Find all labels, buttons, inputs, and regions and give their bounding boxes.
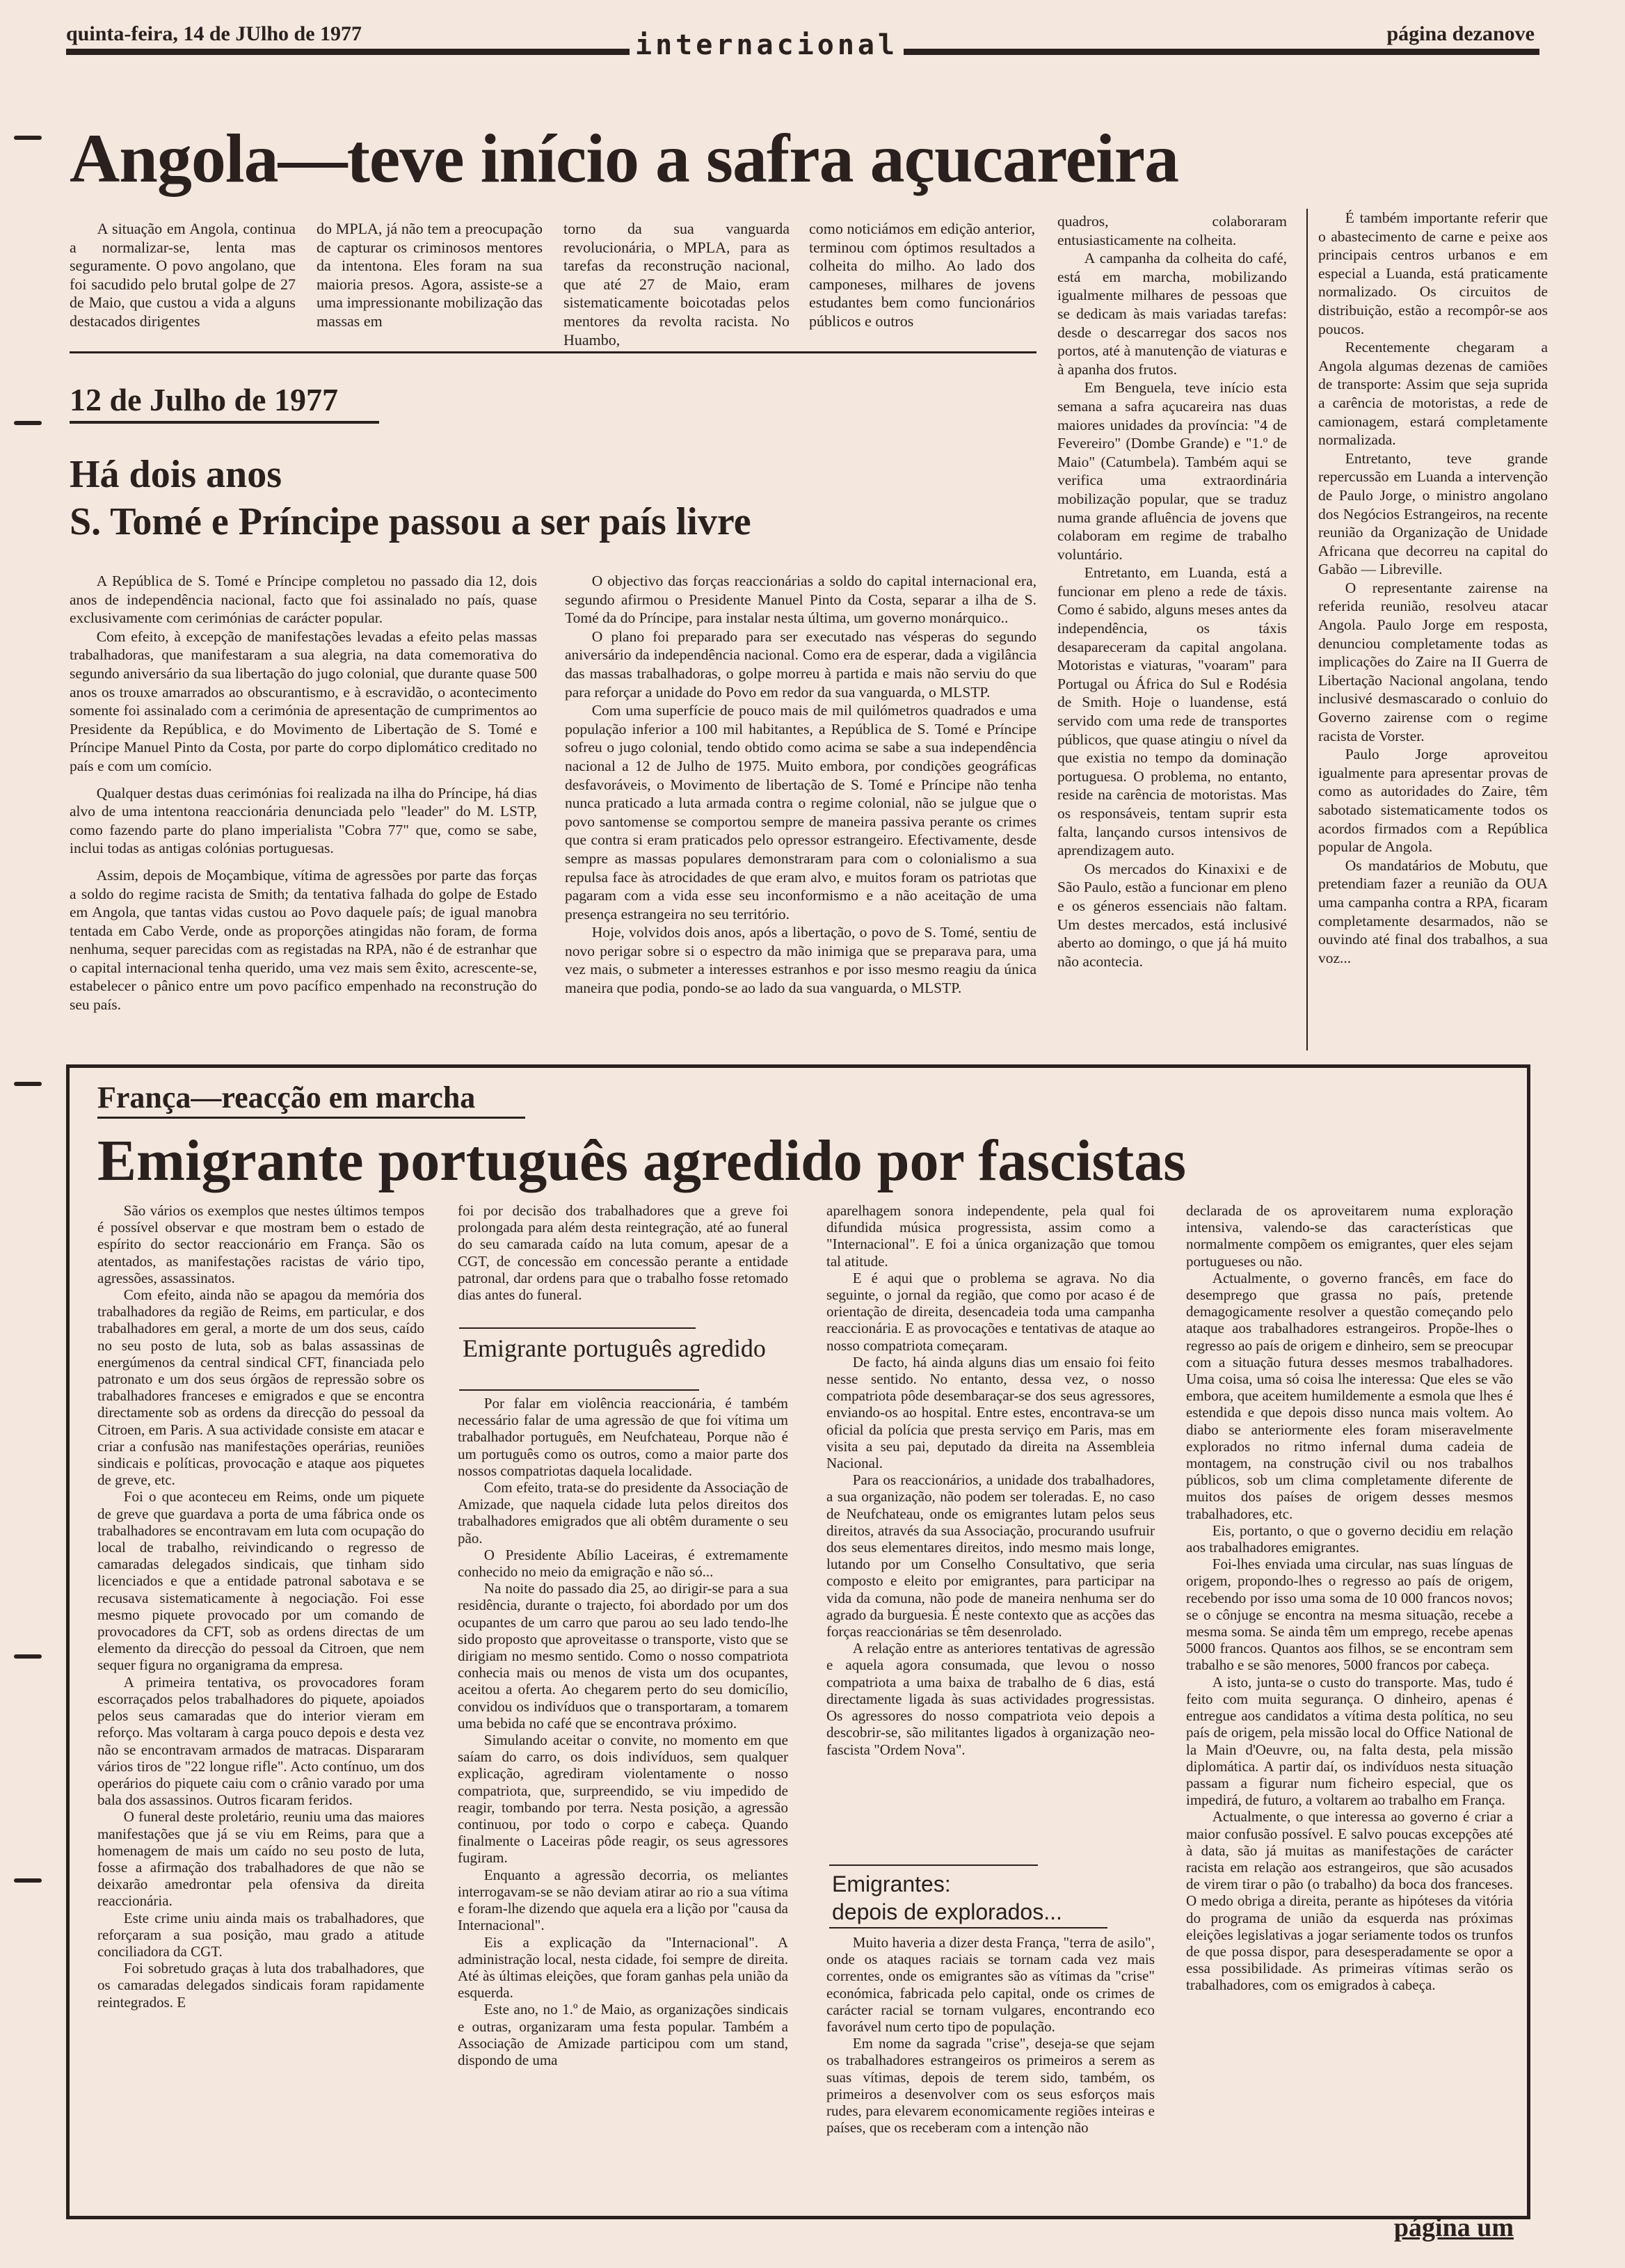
column-rule (1306, 209, 1308, 1051)
franca-col-1 (97, 1202, 424, 2011)
paragraph: Em nome da sagrada "crise", deseja-se que sejam os trabalhadores estrangeiros os primeiros a serem as suas vítimas, depois de terem sido, também, os primeiros a desenvolver com os seus esforços mais rudes, para elevarem economicamente regiões inteiras e países, que os receberam com a intenção não (826, 2035, 1155, 2137)
footer-page-label: página um (1393, 2213, 1514, 2242)
section-title: internacional (630, 29, 904, 61)
franca-col-3 (826, 1934, 1155, 2136)
paragraph: O plano foi preparado para ser executado nas vésperas do segundo aniversário da independência nacional. Como era de esperar, dada a vigilância das massas trabalhadoras, o golpe morreu à partida e mais não serviu do que para reforçar a unidade do Povo em redor da sua vanguarda, o MLSTP. (565, 628, 1036, 701)
paragraph: O representante zairense na referida reunião, resolveu atacar Angola. Paulo Jorge em resposta, denunciou completamente todas as implicações do Zaire na II Guerra de Libertação Nacional angolana, tendo inclusivé desmascarado o conluio do Governo zairense com o regime racista de Vorster. (1318, 579, 1548, 744)
paragraph: Recentemente chegaram a Angola algumas dezenas de camiões de transporte: Assim que seja suprida a carência de motoristas, a rede de camionagem, estará completamente normalizada. (1318, 339, 1548, 449)
paragraph: Enquanto a agressão decorria, os meliantes interrogavam-se se não deviam atirar ao rio a sua vítima e foram-lhe dizendo que aquela era a lição por "causa da Internacional". (458, 1866, 788, 1934)
paragraph: Os mandatários de Mobutu, que pretendiam fazer a reunião da OUA uma campanha contra a RPA, ficaram completamente desarmados, não se ouvindo até final dos trabalhos, a sua voz... (1318, 856, 1548, 966)
paragraph: como noticiámos em edição anterior, terminou com óptimos resultados a colheita do milho. Ao lado dos camponeses, milhares de jovens estudantes bem como funcionários públicos e outros (809, 220, 1035, 330)
subhead-rule (459, 1389, 699, 1391)
paragraph: Por falar em violência reaccionária, é também necessário falar de uma agressão de que foi vítima um trabalhador português, em Neufchateau, Porque não é um português como os outros, como a maior parte dos nossos compatriotas daquela localidade. (458, 1395, 788, 1479)
stome-headline-line-2: S. Tomé e Príncipe passou a ser país livre (70, 500, 751, 543)
kicker-underline (97, 1117, 525, 1119)
franca-headline: Emigrante português agredido por fascistas (97, 1128, 1186, 1193)
paragraph: E é aqui que o problema se agrava. No dia seguinte, o jornal da região, que como por acaso é de orientação de direita, desencadeia toda uma campanha reaccionária. E as provocações e tentativas de ataque ao nosso compatriota começaram. (826, 1269, 1155, 1354)
paragraph: De facto, há ainda alguns dias um ensaio foi feito nesse sentido. No entanto, dessa vez, o nosso compatriota pôde desembaraçar-se dos seus agressores, enviando-os ao hospital. Entre estes, encontrava-se um oficial da polícia que presta serviço em Paris, mas em visita a seu pai, deputado da direita na Assembleia Nacional. (826, 1353, 1155, 1472)
angola-col-2 (317, 220, 543, 331)
franca-kicker: França—reacção em marcha (97, 1080, 476, 1115)
paragraph: Actualmente, o que interessa ao governo é criar a maior confusão possível. E salvo poucas excepções até à data, são já muitas as manifestações de carácter racista em relação aos estrangeiros, que são acusados de virem tirar o pão (o trabalho) da boca dos franceses. O medo obriga a direita, perante as hipóteses da vitória do programa de união da esquerda nas próximas eleições legislativas a jogar seriamente todos os trunfos de que possa dispor, para desesperadamente se opor a essa possibilidade. As primeiras vítimas serão os trabalhadores, com os emigrados à cabeça. (1186, 1808, 1513, 1994)
paragraph: A isto, junta-se o custo do transporte. Mas, tudo é feito com muita segurança. O dinheiro, apenas é entregue aos candidatos a vítima desta política, no seu país de origem, pela missão local do Office National de la Main d'Oeuvre, ou, na falta desta, pela missão diplomática. A partir daí, os indivíduos nesta situação passam a figurar num ficheiro especial, que os impedirá, de futuro, a voltarem ao trabalho em França. (1186, 1673, 1513, 1809)
paragraph: Foi o que aconteceu em Reims, onde um piquete de greve que guardava a porta de uma fábrica onde os trabalhadores se encontravam em luta com ocupação do local de trabalho, reivindicando o regresso de camaradas delegados sindicais, que tinham sido licenciados e que a entidade patronal sabotava e se recusava sistematicamente à negociação. Foi esse mesmo piquete provocado por um comando de provocadores da CFT, sob as ordens directas de um elemento da direcção do pessoal da Citroen, que nem sequer figura no organigrama da empresa. (97, 1488, 424, 1674)
paragraph: A República de S. Tomé e Príncipe completou no passado dia 12, dois anos de independência nacional, facto que foi assinalado no país, quase exclusivamente com cerimónias de carácter popular. (70, 573, 537, 627)
subhead-line: Emigrantes: (832, 1871, 951, 1896)
paragraph: A campanha da colheita do café, está em marcha, mobilizando igualmente milhares de pessoas que se dedicam às mais variadas tarefas: desde o descarregar dos sacos nos portos, até à manutenção de viaturas e à apanha dos frutos. (1057, 250, 1287, 378)
paragraph: A primeira tentativa, os provocadores foram escorraçados pelos trabalhadores do piquete, apoiados pelos seus camaradas que do interior vieram em reforço. Mas voltaram à carga pouco depois e desta vez não se encontravam armados de matracas. Dispararam vários tiros de "22 longue rifle". Acto contínuo, um dos operários do piquete caiu com o crânio varado por uma bala dos assassinos. Outros ficaram feridos. (97, 1673, 424, 1809)
paragraph: Eis a explicação da "Internacional". A administração local, nesta cidade, foi sempre de direita. Até às últimas eleições, que foram ganhas pela união da esquerda. (458, 1933, 788, 2002)
paragraph: Foi-lhes enviada uma circular, nas suas línguas de origem, propondo-lhes o regresso ao país de origem, recebendo por isso uma soma de 10 000 francos novos; se o cônjuge se encontra na mesma situação, recebe a mesma soma. Se ainda têm um emprego, recebe apenas 5000 francos. Quantos aos filhos, se se encontram sem trabalho e se são menores, 5000 francos por cabeça. (1186, 1556, 1513, 1674)
franca-col-3-top (826, 1202, 1155, 1758)
page-number: página dezanove (1386, 22, 1535, 45)
paragraph: declarada de os aproveitarem numa exploração intensiva, valendo-se das características que normalmente compõem os emigrantes, quer eles sejam portugueses ou não. (1186, 1202, 1513, 1270)
stome-headline-line-1: Há dois anos (70, 453, 282, 496)
subhead-rule (829, 1864, 1038, 1866)
subhead-rule (459, 1327, 696, 1329)
paragraph: Qualquer destas duas cerimónias foi realizada na ilha do Príncipe, há dias alvo de uma intentona reaccionária denunciada pelo "leader" do M. LSTP, como fazendo parte do plano imperialista "Cobra 77" que, como se sabe, inclui todas as antigas colónias portuguesas. (70, 784, 537, 857)
paragraph: Entretanto, teve grande repercussão em Luanda a intervenção de Paulo Jorge, o ministro angolano dos Negócios Estrangeiros, na recente reunião da Organização de Unidade Africana que decorreu na capital do Gabão — Libreville. (1318, 449, 1548, 578)
subhead-line: depois de explorados... (832, 1899, 1062, 1924)
stome-dateline: 12 de Julho de 1977 (70, 382, 338, 417)
paragraph: torno da sua vanguarda revolucionária, o MPLA, para as tarefas da reconstrução nacional, que até 27 de Maio, eram sistematicamente boicotadas pelos mentores da revolta racista. No Huambo, (563, 220, 790, 349)
paragraph: Com efeito, à excepção de manifestações levadas a efeito pelas massas trabalhadoras, que manifestaram a sua alegria, na data comemorativa do segundo aniversário da sua libertação do jugo colonial, que durante quase 500 anos os trouxe amarrados ao obscurantismo, e à escravidão, o acontecimento somente foi assinalado com a cerimónia de apresentação de cumprimentos ao Presidente da República, e do Movimento de Libertação de S. Tomé e Príncipe Manuel Pinto da Costa, por parte do corpo diplomático creditado no país e com um comício. (70, 628, 537, 774)
paragraph: Muito haveria a dizer desta França, "terra de asilo", onde os ataques raciais se tornam cada vez mais correntes, onde os emigrantes são as vítimas da "crise" económica, fabricada pelo capital, onde os crimes de carácter racial se tornam vulgares, encontrando eco favorável num certo tipo de população. (826, 1934, 1155, 2036)
paragraph: Eis, portanto, o que o governo decidiu em relação aos trabalhadores emigrantes. (1186, 1522, 1513, 1556)
subhead-explorados (832, 1870, 1062, 1926)
paragraph: Foi sobretudo graças à luta dos trabalhadores, que os camaradas delegados sindicais foram rapidamente reintegrados. E (97, 1960, 424, 2011)
angola-col-3 (563, 220, 790, 349)
paragraph: Entretanto, em Luanda, está a funcionar em pleno a rede de táxis. Como é sabido, alguns meses antes da independência, os táxis desapareceram da capital angolana. Motoristas e viaturas, "voaram" para Portugal ou África do Sul e Rodésia de Smith. Hoje o luandense, está servido com uma rede de transportes públicos, que quase atingiu o nível da que existia no tempo da dominação portuguesa. O problema, no entanto, reside na carência de motoristas. Mas os responsáveis, tentam suprir esta falta, lançando cursos intensivos de aprendizagem auto. (1057, 564, 1287, 859)
paragraph: Com uma superfície de pouco mais de mil quilómetros quadrados e uma população inferior a 100 mil habitantes, a República de S. Tomé e Príncipe sofreu o jugo colonial, tendo obtido como acima se sabe a sua independência nacional a 12 de Julho de 1975. Muito embora, por condições geográficas desfavoráveis, o Movimento de libertação de S. Tomé e Príncipe não tenha nunca praticado a luta armada contra o regime colonial, não se julgue que o povo santomense se comportou sempre de maneira passiva perante os crimes que contra si eram praticados pelo opressor estrangeiro. Efectivamente, desde sempre as massas populares demonstraram para com o colonialismo a sua repulsa face às atrocidades de que eram alvo, e muitos foram os patriotas que pagaram com a vida esse seu inconformismo e a não aceitação de uma presença estrangeira no seu território. (565, 702, 1036, 923)
paragraph: do MPLA, já não tem a preocupação de capturar os criminosos mentores da intentona. Eles foram na sua maioria presos. Agora, assiste-se a uma impressionante mobilização das massas em (317, 220, 543, 330)
binder-mark (14, 1082, 42, 1086)
divider-rule (70, 351, 1036, 353)
paragraph: Simulando aceitar o convite, no momento em que saíam do carro, os dois indivíduos, sem qualquer explicação, agrediram violentamente o nosso compatriota, que, surpreendido, se viu impedido de reagir, tombando por terra. Nesta posição, a agressão continuou, por todo o corpo e cabeça. Quando finalmente o Laceiras pôde reagir, os seus agressores fugiram. (458, 1732, 788, 1867)
paragraph: foi por decisão dos trabalhadores que a greve foi prolongada para além desta reintegração, até ao funeral do seu camarada caído na luta comum, apesar de a CGT, de concessão em concessão perante a entidade patronal, dar ordens para que o trabalho fosse retomado dias antes do funeral. (458, 1202, 788, 1304)
angola-col-4 (809, 220, 1035, 331)
paragraph: É também importante referir que o abastecimento de carne e peixe aos principais centros urbanos e em especial a Luanda, está praticamente normalizado. Os circuitos de distribuição, estão a recompôr-se aos poucos. (1318, 209, 1548, 337)
franca-col-2-top (458, 1202, 788, 1303)
paragraph: Assim, depois de Moçambique, vítima de agressões por parte das forças a soldo do regime racista de Smith; da tentativa falhada do golpe de Estado em Angola, que tantas vidas custou ao Povo daquele país; de igual manobra tentada em Cabo Verde, onde as proporções atingidas não foram, de forma nenhuma, sequer parecidas com as registadas na RPA, não é de estranhar que o capital internacional tenha querido, uma vez mais sem êxito, acrescente-se, estabelecer o pânico entre um povo pacífico empenhado na reconstrução do seu país. (70, 866, 537, 1014)
binder-mark (14, 1878, 42, 1883)
paragraph: Paulo Jorge aproveitou igualmente para apresentar provas de como as autoridades do Zaire, têm sabotado sistematicamente todos os acordos firmados com a República popular de Angola. (1318, 746, 1548, 856)
binder-mark (14, 1654, 42, 1659)
paragraph: O objectivo das forças reaccionárias a soldo do capital internacional era, segundo afirmou o Presidente Manuel Pinto da Costa, separar a ilha de S. Tomé da do Príncipe, para instalar nesta última, um governo monárquico.. (565, 573, 1036, 627)
stome-headline (70, 451, 751, 545)
paragraph: quadros, colaboraram entusiasticamente na colheita. (1057, 213, 1287, 248)
paragraph: São vários os exemplos que nestes últimos tempos é possível observar e que mostram bem o estado de espírito do sector reaccionário em França. São os atentados, as manifestações racistas de vário tipo, agressões, assassinatos. (97, 1202, 424, 1286)
paragraph: Hoje, volvidos dois anos, após a libertação, o povo de S. Tomé, sentiu de novo perigar sobre si o espectro da mão inimiga que se preparava para, uma vez mais, o submeter a interesses estranhos e por isso mesmo reagiu da única maneira que podia, pondo-se ao lado da sua vanguarda, o MLSTP. (565, 924, 1036, 997)
paragraph: Para os reaccionários, a unidade dos trabalhadores, a sua organização, não podem ser toleradas. E, no caso de Neufchateau, onde os emigrantes lutam pelos seus direitos, através da sua Associação, procurando usufruir dos seus elementares direitos, indo mesmo mais longe, lutando por um Conselho Consultativo, que seria composto e eleito por emigrantes, para participar na vida da comuna, não pode de maneira nenhuma ser do agrado da burguesia. É neste contexto que as acções das forças reaccionárias se têm desenrolado. (826, 1471, 1155, 1640)
subhead-agredido: Emigrante português agredido (463, 1334, 766, 1362)
binder-mark (14, 421, 42, 425)
angola-col-1 (70, 220, 296, 331)
angola-headline: Angola—teve início a safra açucareira (70, 120, 1179, 197)
paragraph: A situação em Angola, continua a normalizar-se, lenta mas seguramente. O povo angolano, que foi sacudido pelo brutal golpe de 27 de Maio, que custou a vida a alguns destacados dirigentes (70, 220, 296, 330)
paragraph: Em Benguela, teve início esta semana a safra açucareira nas duas maiores unidades da província: "4 de Fevereiro" (Dombe Grande) e "1.º de Maio" (Catumbela). Também aqui se verifica uma extraordinária mobilização popular, que se traduz numa grande afluência de jovens que colaboram em regime de trabalho voluntário. (1057, 379, 1287, 563)
paragraph: Este ano, no 1.º de Maio, as organizações sindicais e outras, organizaram uma festa popular. Também a Associação de Amizade participou com um stand, dispondo de uma (458, 2001, 788, 2068)
dateline-underline (70, 421, 379, 424)
stome-col-2 (565, 572, 1036, 998)
angola-col-6 (1318, 209, 1548, 967)
paragraph: aparelhagem sonora independente, pela qual foi difundida música progressista, assim como a "Internacional". E foi a única organização que tomou tal atitude. (826, 1202, 1155, 1270)
paragraph: O Presidente Abílio Laceiras, é extremamente conhecido no meio da emigração e não só... (458, 1546, 788, 1581)
paragraph: Com efeito, trata-se do presidente da Associação de Amizade, que naquela cidade luta pelos direitos dos trabalhadores emigrados que ali obtêm duramente o seu pão. (458, 1479, 788, 1547)
franca-col-2 (458, 1395, 788, 2068)
paragraph: Os mercados do Kinaxixi e de São Paulo, estão a funcionar em pleno e os géneros essenciais não faltam. Um destes mercados, está inclusivé aberto ao domingo, o que já há muito não acontecia. (1057, 860, 1287, 970)
paragraph: Este crime uniu ainda mais os trabalhadores, que reforçaram a sua posição, mau grado a atitude conciliadora da CGT. (97, 1909, 424, 1960)
paragraph: Na noite do passado dia 25, ao dirigir-se para a sua residência, durante o trajecto, foi abordado por um dos ocupantes de um carro que parou ao seu lado tendo-lhe sido proposto que aproveitasse o transporte, visto que se dirigiam no mesmo sentido. Como o nosso compatriota conhecia mais ou menos de vista um dos ocupantes, aceitou a oferta. Ao chegarem perto do seu domicílio, convidou os indivíduos que o transportaram, a tomarem uma bebida no café que se encontrava próximo. (458, 1580, 788, 1732)
angola-col-5 (1057, 212, 1287, 971)
franca-col-4 (1186, 1202, 1513, 1994)
binder-mark (14, 136, 42, 140)
issue-date: quinta-feira, 14 de JUlho de 1977 (66, 22, 362, 45)
paragraph: Com efeito, ainda não se apagou da memória dos trabalhadores da região de Reims, em particular, e dos trabalhadores em geral, a morte de um dos seus, caído no seu posto de luta, sob as balas assassinas de energúmenos da central sindical CFT, financiada pelo patronato e um dos seus órgãos de repressão sobre os trabalhadores franceses e emigrados e que se encontra directamente sob as ordens da direcção do pessoal da Citroen, em Paris. A sua actividade consiste em atacar e criar a confusão nas manifestações operárias, reuniões sindicais e políticas, provocação e ataque aos piquetes de greve, etc. (97, 1286, 424, 1489)
stome-col-1 (70, 572, 537, 1014)
subhead-rule (829, 1927, 1107, 1928)
paragraph: O funeral deste proletário, reuniu uma das maiores manifestações que já se viu em Reims, para que a homenagem de mais um caído no seu posto de luta, fosse a afirmação dos trabalhadores de que não se deixarão amedrontar pela ofensiva da direita reaccionária. (97, 1808, 424, 1910)
paragraph: Actualmente, o governo francês, em face do desemprego que grassa no país, pretende demagogicamente resolver a questão começando pelo ataque aos trabalhadores estrangeiros. Propõe-lhes o regresso ao país de origem e dinheiro, sem se preocupar com a situação futura desses mesmos trabalhadores. Uma coisa, uma só coisa lhe interessa: Que eles se vão embora, que aceitem humildemente a esmola que lhes é estendida e que depois disso nunca mais voltem. Ao diabo se anteriormente eles foram miseravelmente explorados no ritmo infernal duma cadeia de montagem, na construção civil ou nos trabalhos públicos, sob um clima completamente diferente de muitos dos países de origem desses mesmos trabalhadores, etc. (1186, 1269, 1513, 1522)
paragraph: A relação entre as anteriores tentativas de agressão e aquela agora consumada, que levou o nosso compatriota a uma baixa de trabalho de 6 dias, está directamente ligada às suas actividades progressistas. Os agressores do nosso compatriota veio depois a descobrir-se, são militantes ligados à organização neo-fascista "Ordem Nova". (826, 1640, 1155, 1758)
